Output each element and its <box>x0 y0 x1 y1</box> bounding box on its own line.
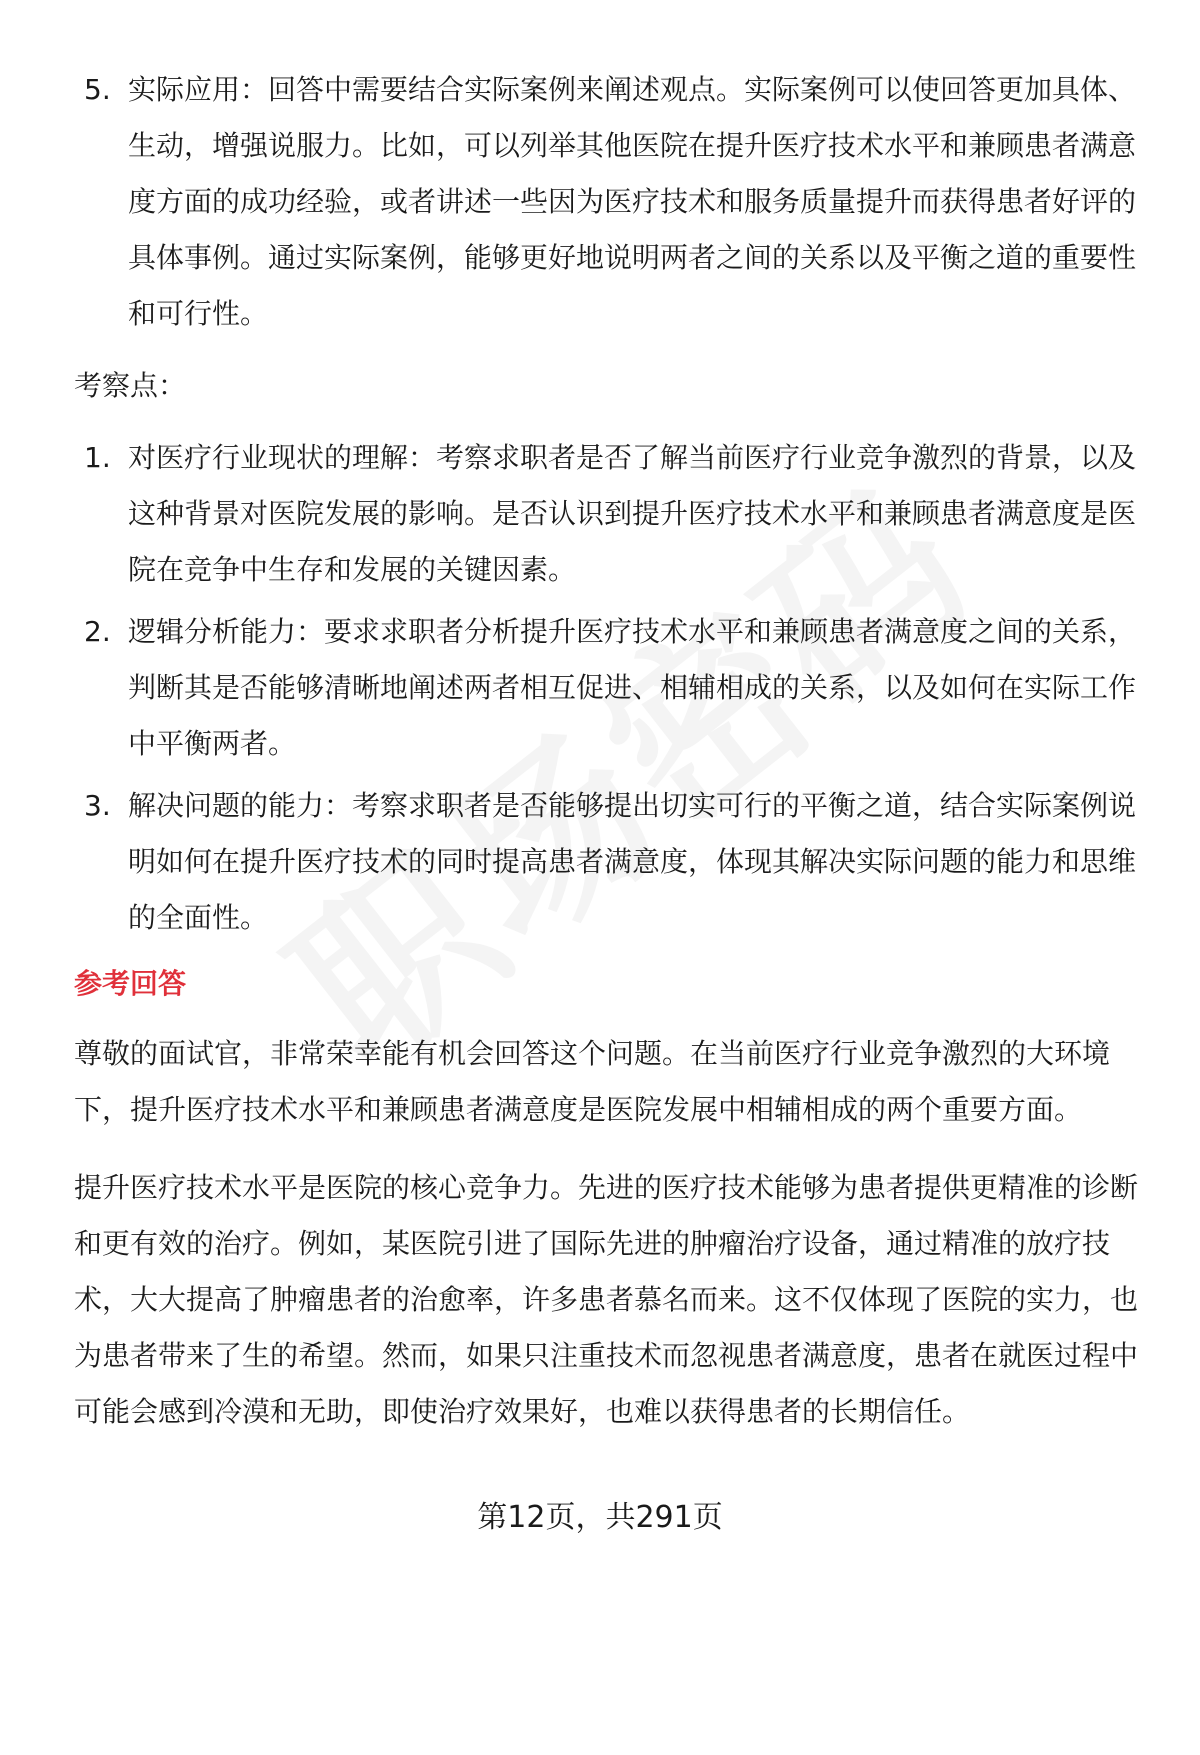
list-item-number: 3. <box>84 789 111 822</box>
assessment-points-list <box>74 430 1144 946</box>
list-item <box>74 604 1144 772</box>
list-item-number: 2. <box>84 615 111 648</box>
list-item-text: 逻辑分析能力：要求求职者分析提升医疗技术水平和兼顾患者满意度之间的关系，判断其是否能够清晰地阐述两者相互促进、相辅相成的关系，以及如何在实际工作中平衡两者。 <box>128 615 1137 760</box>
list-item <box>74 62 1144 342</box>
page-number-footer: 第12页，共291页 <box>477 1500 723 1535</box>
list-item-text: 解决问题的能力：考察求职者是否能够提出切实可行的平衡之道，结合实际案例说明如何在提升医疗技术的同时提高患者满意度，体现其解决实际问题的能力和思维的全面性。 <box>128 789 1137 934</box>
reference-paragraph: 提升医疗技术水平是医院的核心竞争力。先进的医疗技术能够为患者提供更精准的诊断和更有效的治疗。例如，某医院引进了国际先进的肿瘤治疗设备，通过精准的放疗技术，大大提高了肿瘤患者的治愈率，许多患者慕名而来。这不仅体现了医院的实力，也为患者带来了生的希望。然而，如果只注重技术而忽视患者满意度，患者在就医过程中可能会感到冷漠和无助，即使治疗效果好，也难以获得患者的长期信任。 <box>74 1171 1139 1428</box>
list-item-number: 5. <box>84 73 111 106</box>
assessment-label: 考察点： <box>74 369 187 402</box>
list-item <box>74 430 1144 598</box>
reference-answer-heading: 参考回答 <box>74 967 187 1000</box>
list-item <box>74 778 1144 946</box>
top-numbered-list <box>74 62 1144 342</box>
page-content <box>74 62 1144 1462</box>
reference-paragraph: 尊敬的面试官，非常荣幸能有机会回答这个问题。在当前医疗行业竞争激烈的大环境下，提升医疗技术水平和兼顾患者满意度是医院发展中相辅相成的两个重要方面。 <box>74 1037 1111 1126</box>
list-item-text: 实际应用：回答中需要结合实际案例来阐述观点。实际案例可以使回答更加具体、生动，增强说服力。比如，可以列举其他医院在提升医疗技术水平和兼顾患者满意度方面的成功经验，或者讲述一些因为医疗技术和服务质量提升而获得患者好评的具体事例。通过实际案例，能够更好地说明两者之间的关系以及平衡之道的重要性和可行性。 <box>128 73 1137 330</box>
list-item-number: 1. <box>84 441 111 474</box>
list-item-text: 对医疗行业现状的理解：考察求职者是否了解当前医疗行业竞争激烈的背景，以及这种背景对医院发展的影响。是否认识到提升医疗技术水平和兼顾患者满意度是医院在竞争中生存和发展的关键因素。 <box>128 441 1137 586</box>
